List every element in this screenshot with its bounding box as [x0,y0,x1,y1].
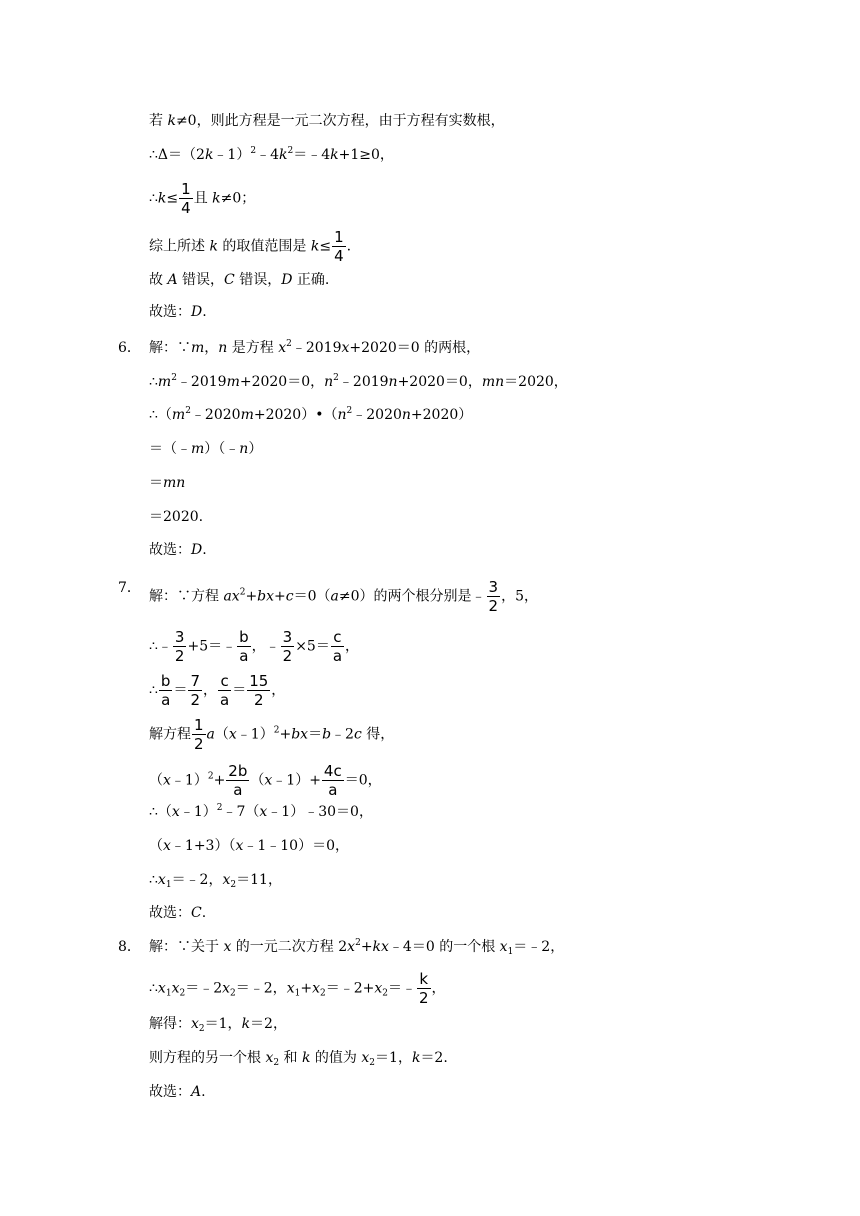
q7-line-5: （x﹣1）$^2$+ $\frac{2b}{a}$ （x﹣1）+ $\frac{4c}{a}$ ＝0， [149,762,382,799]
q6-line-3: $\therefore(m^2﹣2020m+2020)•(n^2﹣2020n+2020)$ [149,406,473,423]
q7-line-9: 故选：C. [149,905,207,921]
fraction: $\frac{1}{2}$ [194,716,204,753]
fraction: $\frac{b}{a}$ [160,672,171,709]
q6-line-7: 故选：D. [149,542,207,558]
q5-line-2: $\therefore\Delta=(2k﹣1)^2﹣4k^2=﹣4k+1\ge 0$， [149,146,394,163]
q7-line-4: 解方程 $\frac{1}{2}$ a（x﹣1）$^2$+bx＝b﹣2c 得， [149,716,395,753]
q7-line-3: ∴ $\frac{b}{a}$ ＝ $\frac{7}{2}$ ， $\frac{c}{a}$ ＝ $\frac{15}{2}$ ， [149,672,286,709]
q5-line-3: ∴k≤ $\frac{1}{4}$ 且 k≠0； [149,180,256,217]
q5-line-5: 故 A 错误，C 错误，D 正确. [149,272,330,288]
q8-line-1: 解：∵关于 x 的一元二次方程 $2x^2+kx﹣4=0$ 的一个根 $x_1=﹣2$， [149,938,565,957]
q7-number: 7． [118,580,141,596]
q5-line-1: 若 k≠0，则此方程是一元二次方程，由于方程有实数根， [149,113,505,129]
fraction: $\frac{3}{2}$ [282,628,293,665]
q6-line-4: ＝（﹣m）（﹣n） [149,441,263,457]
q7-line-1: 解：∵方程 $ax^2+bx+c=0(a\ne 0)$的两个根分别是﹣ $\frac{3}{2}$ ，5， [149,578,538,615]
q7-line-7: （x﹣1+3）（x﹣1﹣10）＝0， [149,838,349,854]
fraction: $\frac{3}{2}$ [174,628,185,665]
fraction: $\frac{b}{a}$ [239,628,249,665]
fraction: $\frac{3}{2}$ [488,578,499,615]
q7-line-6: ∴（x﹣1）$^2$﹣7（x﹣1）﹣30＝0， [149,803,373,820]
fraction: $\frac{c}{a}$ [220,672,230,709]
q8-line-5: 故选：A. [149,1084,206,1100]
q7-line-2: ∴﹣ $\frac{3}{2}$ +5＝﹣ $\frac{b}{a}$ ，﹣ $\frac{3}{2}$ ×5＝ $\frac{c}{a}$ ， [149,628,360,665]
fraction: $\frac{15}{2}$ [249,672,269,709]
fraction: $\frac{2b}{a}$ [228,762,248,799]
q7-line-8: $\therefore x_1=﹣2$，$x_2=11$， [149,872,282,890]
q6-number: 6． [118,340,141,356]
fraction: $\frac{k}{2}$ [418,970,429,1007]
q8-number: 8． [118,939,141,955]
q6-line-2: $\therefore m^2﹣2019m+2020=0$，$n^2﹣2019n+2020=0$，mn＝2020， [149,373,568,390]
q8-line-4: 则方程的另一个根 $x_2$ 和 k 的值为 $x_2=1$，k＝2. [149,1050,448,1068]
q8-line-2: $\therefore x_1x_2=﹣2x_2=﹣2$，$x_1+x_2=﹣2+x_2=﹣$ $\frac{k}{2}$ ， [149,970,446,1007]
fraction: $\frac{c}{a}$ [332,628,343,665]
fraction: $\frac{7}{2}$ [190,672,200,709]
q6-line-1: 解：∵m，n 是方程 $x^2﹣2019x+2020=0$ 的两根， [149,339,481,356]
fraction: $\frac{1}{4}$ [181,180,191,217]
fraction: $\frac{1}{4}$ [334,228,344,265]
q6-line-5: ＝mn [149,475,186,491]
q5-line-4: 综上所述 k 的取值范围是 k≤ $\frac{1}{4}$ . [149,228,352,265]
fraction: $\frac{4c}{a}$ [323,762,342,799]
q5-line-6: 故选：D. [149,304,207,320]
q8-line-3: 解得：$x_2=1$，k＝2， [149,1016,287,1034]
q6-line-6: ＝2020. [149,509,204,525]
